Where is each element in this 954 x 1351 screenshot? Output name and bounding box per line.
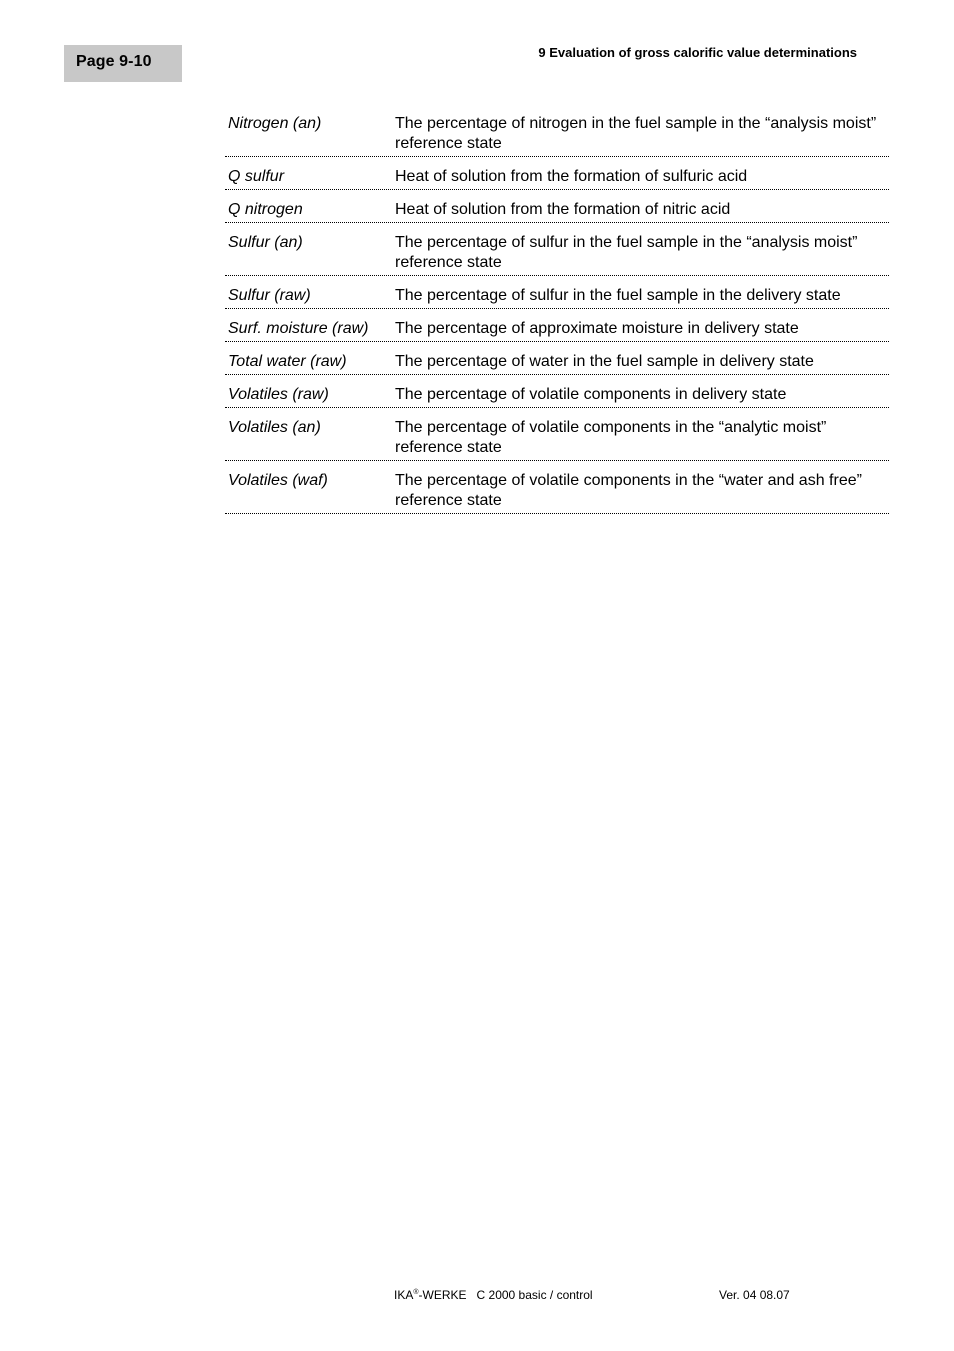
glossary-term: Sulfur (an) <box>228 234 303 251</box>
glossary-term: Surf. moisture (raw) <box>228 320 369 337</box>
footer-brand: IKA <box>394 1288 414 1302</box>
glossary-row <box>225 342 889 375</box>
glossary-term: Q sulfur <box>228 168 285 185</box>
glossary-term: Sulfur (raw) <box>228 287 311 304</box>
glossary-description: The percentage of approximate moisture in delivery state <box>395 320 799 337</box>
glossary-row <box>225 190 889 223</box>
glossary-row <box>225 104 889 157</box>
glossary-term: Volatiles (raw) <box>228 386 329 403</box>
chapter-title: 9 Evaluation of gross calorific value determinations <box>538 45 857 60</box>
glossary-description: Heat of solution from the formation of sulfuric acid <box>395 168 748 185</box>
glossary-description: The percentage of nitrogen in the fuel sample in the “analysis moist” reference state <box>395 115 877 152</box>
glossary-description: The percentage of volatile components in the “water and ash free” reference state <box>395 472 862 509</box>
page-number-badge <box>64 45 182 82</box>
registered-mark: ® <box>413 1289 419 1296</box>
glossary-row <box>225 461 889 514</box>
glossary-row <box>225 223 889 276</box>
glossary-term: Nitrogen (an) <box>228 115 322 132</box>
glossary-description: The percentage of sulfur in the fuel sample in the delivery state <box>395 287 841 304</box>
glossary-row <box>225 157 889 190</box>
glossary-description: The percentage of sulfur in the fuel sample in the “analysis moist” reference state <box>395 234 858 271</box>
glossary-table <box>225 104 889 514</box>
glossary-description: The percentage of water in the fuel sample in delivery state <box>395 353 814 370</box>
footer-product-name: C 2000 basic / control <box>476 1288 593 1302</box>
footer-product <box>394 1288 593 1302</box>
glossary-description: Heat of solution from the formation of nitric acid <box>395 201 731 218</box>
glossary-row <box>225 408 889 461</box>
glossary-term: Volatiles (an) <box>228 419 321 436</box>
footer-version: Ver. 04 08.07 <box>719 1288 790 1302</box>
glossary-term: Q nitrogen <box>228 201 303 218</box>
glossary-row <box>225 375 889 408</box>
glossary-term: Volatiles (waf) <box>228 472 328 489</box>
glossary-term: Total water (raw) <box>228 353 347 370</box>
glossary-description: The percentage of volatile components in the “analytic moist” reference state <box>395 419 827 456</box>
glossary-row <box>225 276 889 309</box>
glossary-row <box>225 309 889 342</box>
page-number: Page 9-10 <box>76 53 152 70</box>
footer-brand-suffix: -WERKE <box>418 1288 467 1302</box>
glossary-description: The percentage of volatile components in delivery state <box>395 386 787 403</box>
